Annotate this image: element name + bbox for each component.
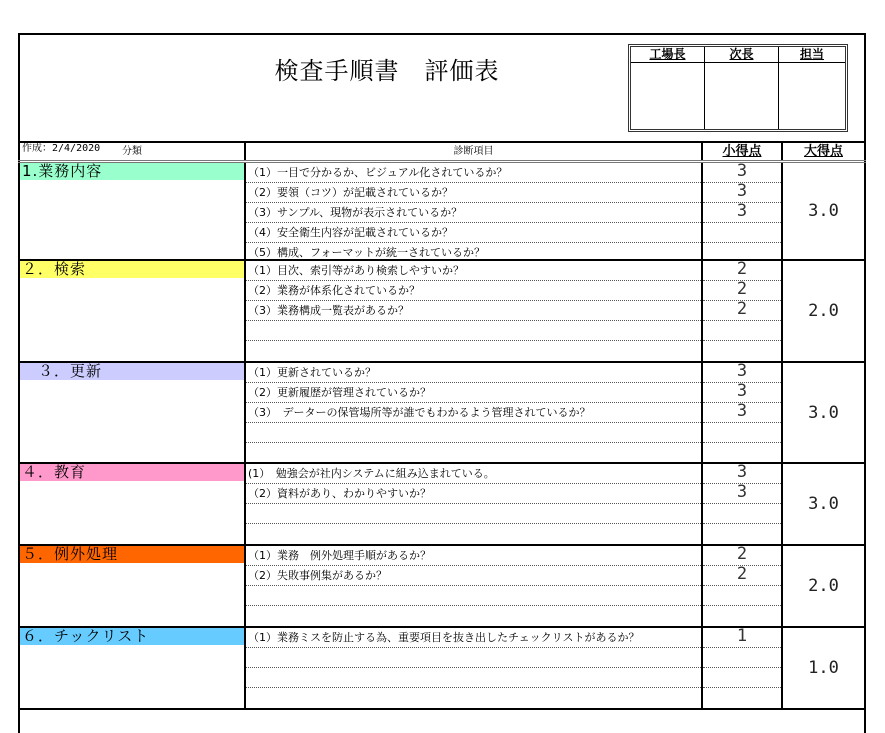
small-score-cell[interactable]: 3 [703, 464, 781, 484]
big-score-cell[interactable]: 2.0 [783, 546, 866, 626]
item-list [246, 464, 701, 544]
small-score-cell[interactable]: 3 [703, 403, 781, 423]
item-row[interactable] [246, 423, 701, 443]
item-row[interactable]: （2）要領（コツ）が記載されているか？ [246, 183, 701, 203]
approval-stamp-box [628, 44, 848, 132]
item-row[interactable] [246, 648, 701, 668]
column-header-big-score: 大得点 [783, 143, 866, 160]
category-cell [18, 464, 246, 544]
small-score-cell[interactable] [703, 321, 781, 341]
item-row[interactable]: （2）失敗事例集があるか？ [246, 566, 701, 586]
small-score-column [701, 546, 783, 626]
item-row[interactable] [246, 586, 701, 606]
big-score-cell[interactable]: 3.0 [783, 363, 866, 462]
small-score-cell[interactable] [703, 668, 781, 688]
item-row[interactable]: （1）一目で分かるか、ビジュアル化されているか？ [246, 163, 701, 183]
item-row[interactable]: （2）業務が体系化されているか？ [246, 281, 701, 301]
small-score-cell[interactable] [703, 443, 781, 463]
small-score-cell[interactable] [703, 648, 781, 668]
category-cell [18, 628, 246, 708]
big-score-cell[interactable]: 3.0 [783, 464, 866, 544]
small-score-cell[interactable]: 3 [703, 203, 781, 223]
small-score-cell[interactable]: 3 [703, 383, 781, 403]
category-label[interactable]: ６．チックリスト [20, 628, 244, 645]
small-score-cell[interactable]: 2 [703, 546, 781, 566]
item-list [246, 363, 701, 462]
small-score-column [701, 363, 783, 462]
item-row[interactable]: （1）業務ミスを防止する為、重要項目を抜き出したチェックリストがあるか？ [246, 628, 701, 648]
item-row[interactable]: （1）更新されているか？ [246, 363, 701, 383]
item-row[interactable]: （3）サンプル、現物が表示されているか？ [246, 203, 701, 223]
small-score-cell[interactable] [703, 586, 781, 606]
section-2 [18, 261, 866, 363]
section-3 [18, 363, 866, 464]
category-label[interactable]: ２．検索 [20, 261, 244, 278]
item-row[interactable]: （1）目次、索引等があり検索しやすいか？ [246, 261, 701, 281]
item-row[interactable]: （1）業務 例外処理手順があるか？ [246, 546, 701, 566]
item-list [246, 163, 701, 259]
created-date: 作成：2/4/2020 [22, 143, 101, 154]
approval-header-person-in-charge: 担当 [779, 47, 845, 63]
small-score-cell[interactable] [703, 223, 781, 243]
title-text: 検査手順書 評価表 [274, 57, 500, 85]
small-score-cell[interactable]: 2 [703, 281, 781, 301]
big-score-cell[interactable]: 2.0 [783, 261, 866, 361]
big-score-cell[interactable]: 3.0 [783, 163, 866, 259]
category-cell [18, 261, 246, 361]
item-list [246, 628, 701, 708]
item-row[interactable]: （5）構成、フォーマットが統一されているか？ [248, 246, 486, 259]
category-label[interactable]: ５．例外処理 [20, 546, 244, 563]
approval-stamp-person-in-charge[interactable] [779, 63, 845, 129]
section-6 [18, 628, 866, 710]
item-row[interactable]: （3） データーの保管場所等が誰でもわかるよう管理されているか？ [246, 403, 701, 423]
item-row[interactable] [246, 524, 701, 544]
small-score-cell[interactable]: 3 [703, 363, 781, 383]
category-label[interactable]: 1.業務内容 [20, 163, 244, 180]
category-cell [18, 163, 246, 259]
small-score-cell[interactable] [703, 341, 781, 361]
item-row[interactable]: (1） 勉強会が社内システムに組み込まれている。 [246, 464, 701, 484]
small-score-cell[interactable] [703, 423, 781, 443]
section-1 [18, 163, 866, 261]
small-score-cell[interactable]: 2 [703, 261, 781, 281]
small-score-column [701, 163, 783, 259]
table-bottom-border [18, 708, 866, 710]
small-score-column [701, 628, 783, 708]
small-score-cell[interactable]: 1 [703, 628, 781, 648]
small-score-cell[interactable] [703, 504, 781, 524]
table-header [18, 141, 866, 163]
small-score-cell[interactable]: 3 [703, 183, 781, 203]
column-header-item: 診断項目 [453, 146, 494, 157]
item-row[interactable] [246, 321, 701, 341]
small-score-column [701, 261, 783, 361]
small-score-cell[interactable]: 3 [703, 484, 781, 504]
section-4 [18, 464, 866, 546]
item-list [246, 261, 701, 361]
category-label[interactable]: ４．教育 [20, 464, 244, 481]
item-row[interactable]: （3）業務構成一覧表があるか？ [246, 301, 701, 321]
item-row[interactable] [246, 341, 701, 361]
item-row[interactable]: （2）更新履歴が管理されているか？ [246, 383, 701, 403]
section-5 [18, 546, 866, 628]
item-row[interactable]: （4）安全衛生内容が記載されているか？ [246, 223, 701, 243]
small-score-column [701, 464, 783, 544]
approval-stamp-deputy-manager[interactable] [705, 63, 779, 129]
evaluation-sheet [18, 33, 866, 733]
approval-stamp-factory-manager[interactable] [631, 63, 705, 129]
approval-header-deputy-manager: 次長 [705, 47, 779, 63]
column-header-small-score: 小得点 [701, 143, 783, 160]
small-score-cell[interactable] [703, 688, 781, 708]
small-score-cell[interactable] [703, 524, 781, 544]
column-header-category: 分類 [18, 143, 246, 160]
item-row[interactable]: （2）資料があり、わかりやすいか？ [246, 484, 701, 504]
category-cell [18, 546, 246, 626]
small-score-cell[interactable]: 3 [703, 163, 781, 183]
small-score-cell[interactable]: 2 [703, 301, 781, 321]
item-row[interactable] [246, 668, 701, 688]
category-label[interactable]: ３．更新 [20, 363, 244, 380]
item-row[interactable] [246, 688, 701, 708]
category-cell [18, 363, 246, 462]
approval-header-factory-manager: 工場長 [631, 47, 705, 63]
small-score-cell[interactable] [703, 606, 781, 626]
small-score-cell[interactable]: 2 [703, 566, 781, 586]
item-row[interactable] [246, 606, 701, 626]
item-row[interactable] [246, 504, 701, 524]
item-list [246, 546, 701, 626]
big-score-cell[interactable]: 1.0 [783, 628, 866, 708]
item-row[interactable] [246, 443, 701, 463]
